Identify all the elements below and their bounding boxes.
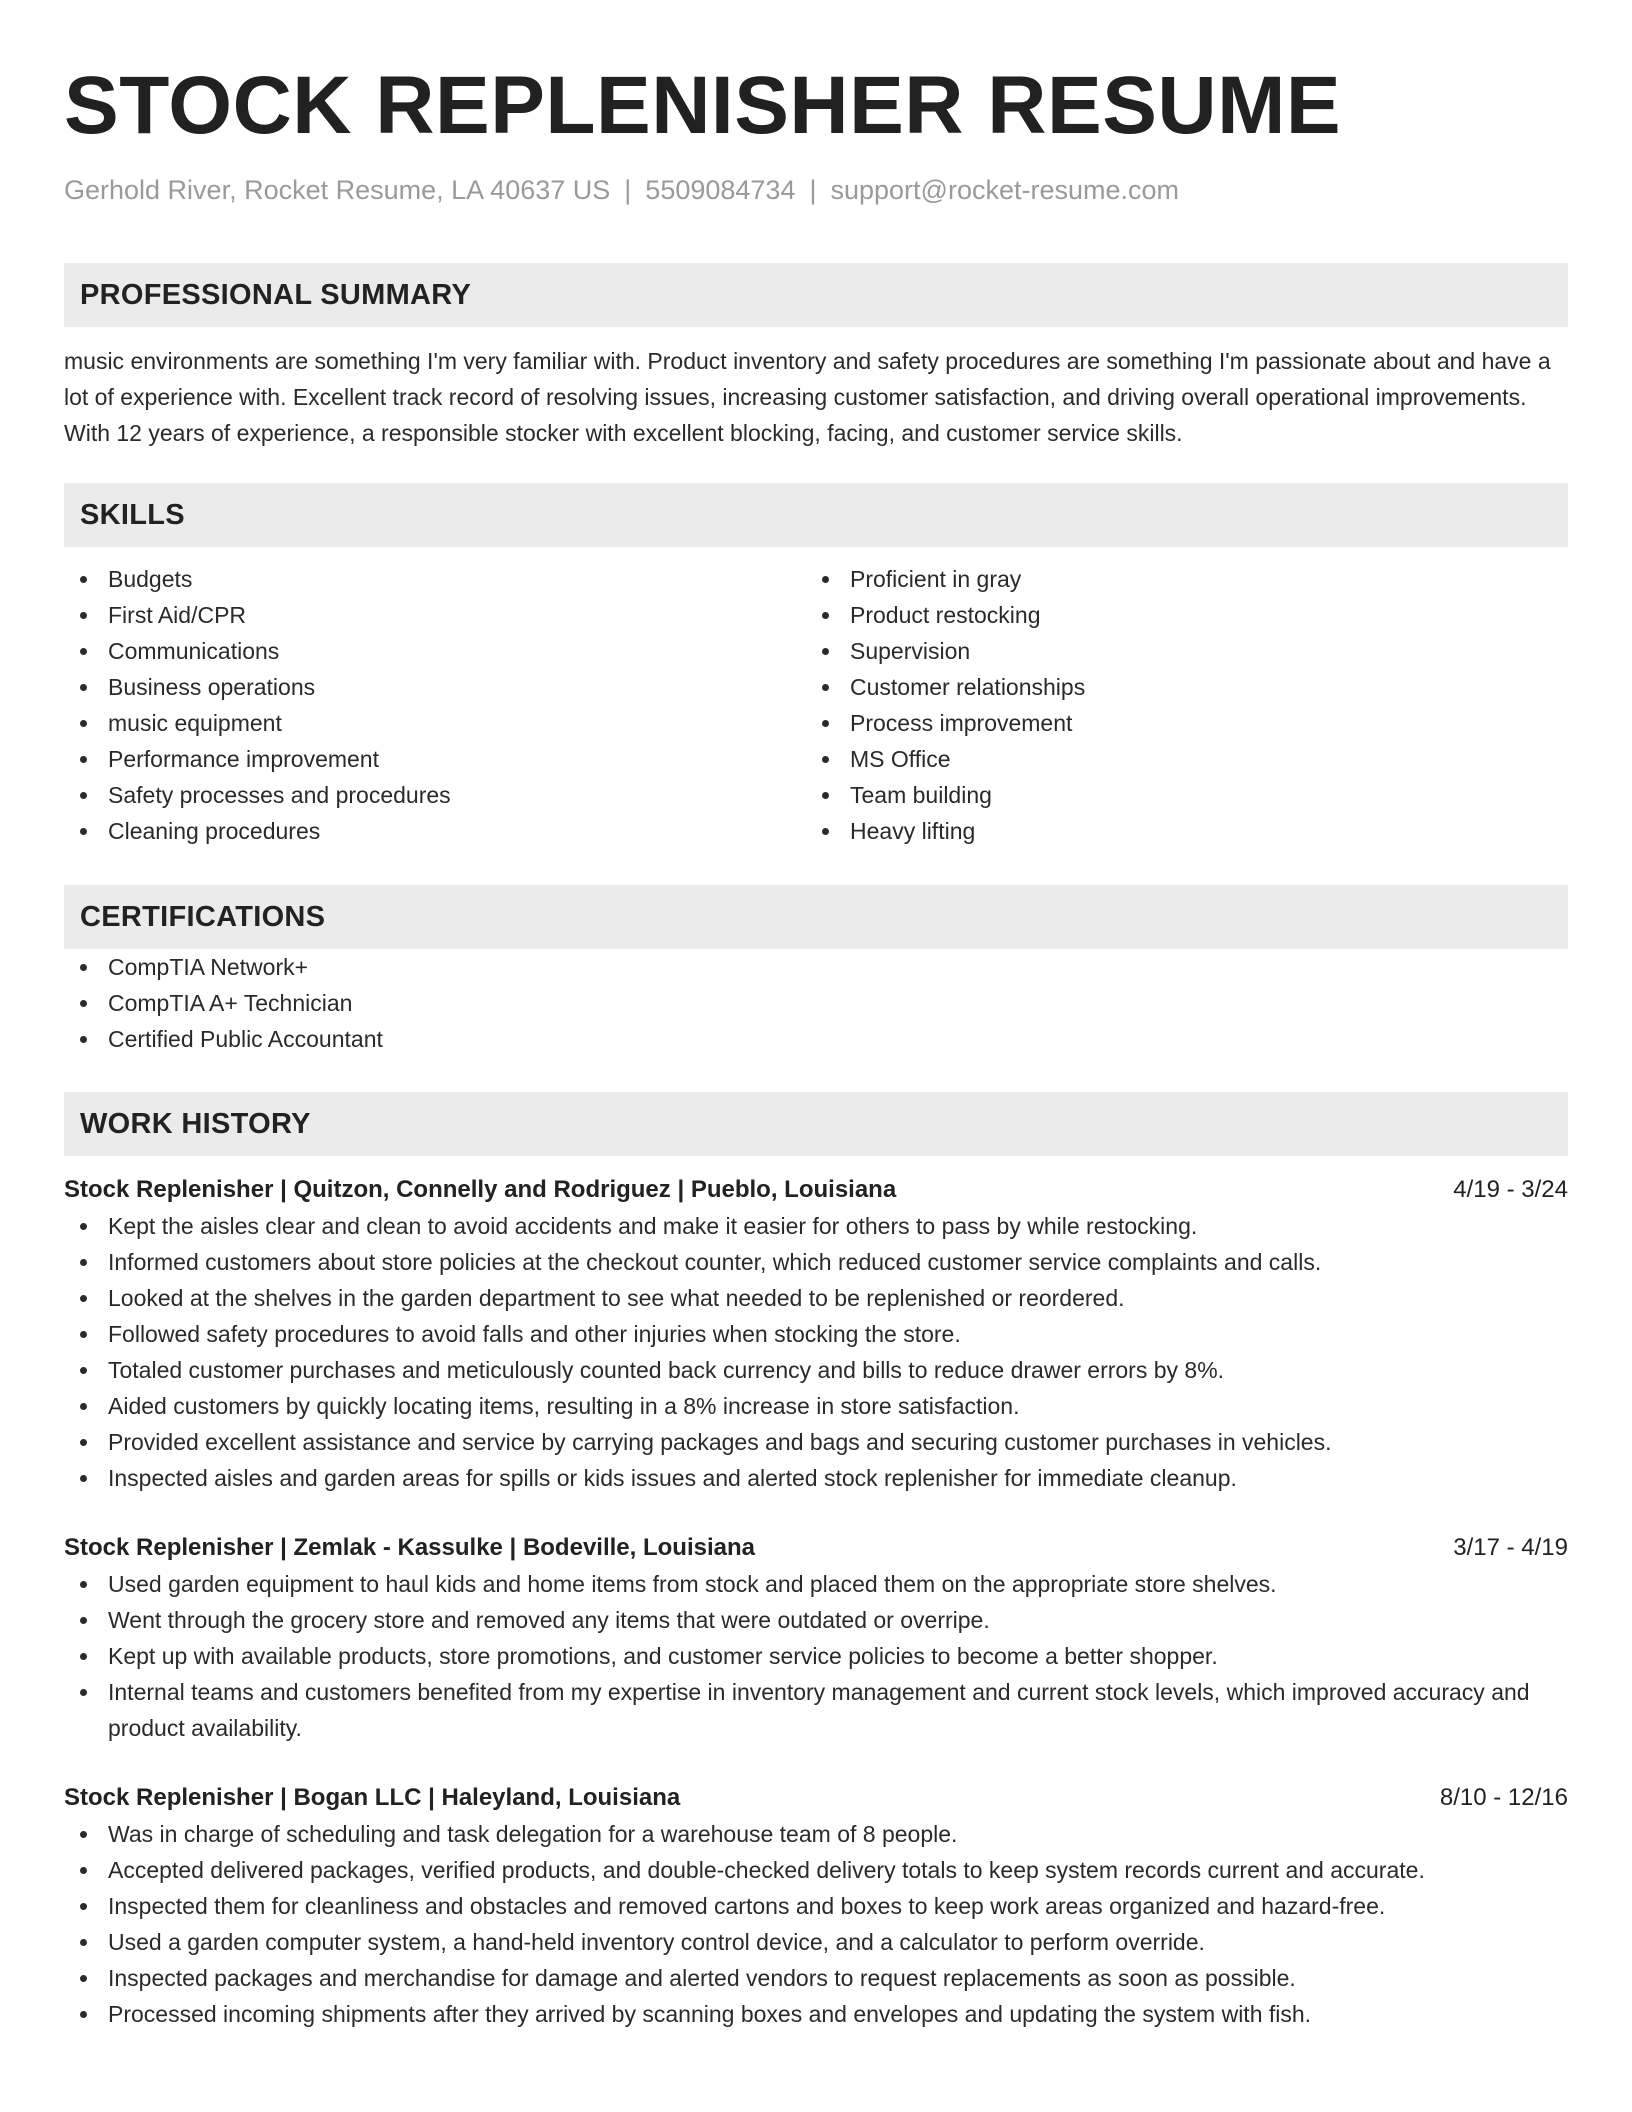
job-bullets (64, 1566, 1568, 1746)
bullet-icon (80, 720, 87, 727)
list-item (806, 597, 1548, 633)
bullet-icon (80, 1259, 87, 1266)
job-bullets (64, 1816, 1568, 2032)
bullet-icon (822, 684, 829, 691)
list-item-text: Informed customers about store policies at the checkout counter, which reduced customer service complaints and calls. (108, 1249, 1322, 1275)
list-item-text: Product restocking (850, 602, 1041, 628)
list-item (806, 633, 1548, 669)
list-item (64, 1424, 1568, 1460)
list-item-text: Internal teams and customers benefited from my expertise in inventory management and current stock levels, which improved accuracy and product availability. (108, 1679, 1530, 1741)
list-item-text: First Aid/CPR (108, 602, 247, 628)
list-item-text: music equipment (108, 710, 282, 736)
list-item-text: Cleaning procedures (108, 818, 321, 844)
list-item-text: Was in charge of scheduling and task delegation for a warehouse team of 8 people. (108, 1821, 958, 1847)
list-item-text: Proficient in gray (850, 566, 1022, 592)
skills-column-right (806, 561, 1548, 849)
job-bullets (64, 1208, 1568, 1496)
work-history-list (64, 1172, 1568, 2032)
list-item (64, 1316, 1568, 1352)
list-item (64, 1960, 1568, 1996)
list-item (64, 1674, 1568, 1746)
list-item-text: Heavy lifting (850, 818, 976, 844)
bullet-icon (80, 576, 87, 583)
list-item-text: Went through the grocery store and removed any items that were outdated or overripe. (108, 1607, 990, 1633)
job-header (64, 1530, 1568, 1566)
list-item (64, 1816, 1568, 1852)
list-item (806, 813, 1548, 849)
section-heading-work-history: WORK HISTORY (64, 1092, 1568, 1156)
list-item-text: Inspected aisles and garden areas for spills or kids issues and alerted stock replenisher for immediate cleanup. (108, 1465, 1237, 1491)
list-item-text: Certified Public Accountant (108, 1026, 383, 1052)
job-title: Stock Replenisher | Bogan LLC | Haleyland, Louisiana (64, 1784, 681, 1811)
list-item-text: Process improvement (850, 710, 1073, 736)
list-item (64, 1638, 1568, 1674)
list-item (64, 1280, 1568, 1316)
list-item (64, 1996, 1568, 2032)
list-item-text: Kept up with available products, store promotions, and customer service policies to become a better shopper. (108, 1643, 1218, 1669)
list-item (64, 1852, 1568, 1888)
list-item (64, 741, 806, 777)
list-item (64, 1208, 1568, 1244)
job-header (64, 1780, 1568, 1816)
list-item-text: Processed incoming shipments after they arrived by scanning boxes and envelopes and updating the system with fish. (108, 2001, 1312, 2027)
list-item-text: Followed safety procedures to avoid falls and other injuries when stocking the store. (108, 1321, 961, 1347)
list-item-text: MS Office (850, 746, 951, 772)
resume-title: STOCK REPLENISHER RESUME (64, 60, 1342, 151)
list-item (64, 561, 806, 597)
skills-list-right (806, 561, 1548, 849)
bullet-icon (80, 648, 87, 655)
list-item (64, 633, 806, 669)
list-item-text: Communications (108, 638, 280, 664)
list-item (64, 1460, 1568, 1496)
list-item-text: CompTIA A+ Technician (108, 990, 353, 1016)
bullet-icon (822, 756, 829, 763)
bullet-icon (80, 1403, 87, 1410)
list-item-text: Performance improvement (108, 746, 379, 772)
list-item-text: Safety processes and procedures (108, 782, 451, 808)
list-item (806, 669, 1548, 705)
job-title: Stock Replenisher | Quitzon, Connelly and Rodriguez | Pueblo, Louisiana (64, 1176, 897, 1203)
bullet-icon (80, 756, 87, 763)
contact-separator: | (624, 175, 632, 205)
list-item (806, 741, 1548, 777)
section-heading-skills: SKILLS (64, 483, 1568, 547)
list-item-text: Inspected them for cleanliness and obstacles and removed cartons and boxes to keep work areas organized and hazard-free. (108, 1893, 1386, 1919)
list-item-text: Inspected packages and merchandise for damage and alerted vendors to request replacements as soon as possible. (108, 1965, 1296, 1991)
bullet-icon (822, 648, 829, 655)
list-item-text: Looked at the shelves in the garden department to see what needed to be replenished or reordered. (108, 1285, 1125, 1311)
skills-list-left (64, 561, 806, 849)
bullet-icon (80, 1581, 87, 1588)
bullet-icon (80, 612, 87, 619)
job-header (64, 1172, 1568, 1208)
section-heading-summary: PROFESSIONAL SUMMARY (64, 263, 1568, 327)
list-item (64, 1602, 1568, 1638)
bullet-icon (80, 1475, 87, 1482)
bullet-icon (80, 1617, 87, 1624)
skills-grid (64, 561, 1568, 849)
bullet-icon (822, 828, 829, 835)
list-item-text: Used a garden computer system, a hand-held inventory control device, and a calculator to perform override. (108, 1929, 1205, 1955)
list-item (806, 561, 1548, 597)
bullet-icon (80, 1000, 87, 1007)
bullet-icon (822, 576, 829, 583)
bullet-icon (80, 1331, 87, 1338)
list-item (64, 1924, 1568, 1960)
bullet-icon (80, 1653, 87, 1660)
list-item (806, 705, 1548, 741)
bullet-icon (80, 1867, 87, 1874)
job-entry (64, 1780, 1568, 2032)
list-item (64, 1244, 1568, 1280)
bullet-icon (822, 612, 829, 619)
list-item (64, 777, 806, 813)
resume-page (64, 0, 1568, 2032)
list-item-text: Totaled customer purchases and meticulously counted back currency and bills to reduce drawer errors by 8%. (108, 1357, 1225, 1383)
contact-address: Gerhold River, Rocket Resume, LA 40637 US (64, 175, 611, 205)
bullet-icon (80, 1975, 87, 1982)
list-item (64, 1888, 1568, 1924)
list-item-text: Aided customers by quickly locating items, resulting in a 8% increase in store satisfaction. (108, 1393, 1020, 1419)
bullet-icon (80, 1903, 87, 1910)
list-item (64, 949, 1568, 985)
bullet-icon (80, 792, 87, 799)
list-item (806, 777, 1548, 813)
list-item-text: Kept the aisles clear and clean to avoid accidents and make it easier for others to pass by while restocking. (108, 1213, 1198, 1239)
contact-email: support@rocket-resume.com (830, 175, 1180, 205)
bullet-icon (80, 1939, 87, 1946)
job-dates: 4/19 - 3/24 (1453, 1176, 1568, 1203)
list-item (64, 813, 806, 849)
job-entry (64, 1172, 1568, 1496)
contact-separator: | (809, 175, 817, 205)
list-item (64, 669, 806, 705)
job-dates: 8/10 - 12/16 (1439, 1784, 1568, 1811)
job-title: Stock Replenisher | Zemlak - Kassulke | Bodeville, Louisiana (64, 1534, 755, 1561)
certifications-list (64, 949, 1568, 1057)
bullet-icon (80, 1689, 87, 1696)
list-item-text: Accepted delivered packages, verified products, and double-checked delivery totals to keep system records current and accurate. (108, 1857, 1425, 1883)
job-entry (64, 1530, 1568, 1746)
job-dates: 3/17 - 4/19 (1453, 1534, 1568, 1561)
bullet-icon (80, 1036, 87, 1043)
bullet-icon (80, 2011, 87, 2018)
bullet-icon (80, 964, 87, 971)
contact-line (64, 172, 1568, 208)
list-item-text: Supervision (850, 638, 971, 664)
list-item-text: Budgets (108, 566, 193, 592)
list-item-text: Used garden equipment to haul kids and home items from stock and placed them on the appropriate store shelves. (108, 1571, 1277, 1597)
list-item-text: Business operations (108, 674, 316, 700)
list-item-text: Customer relationships (850, 674, 1086, 700)
bullet-icon (80, 1367, 87, 1374)
bullet-icon (80, 828, 87, 835)
list-item (64, 1021, 1568, 1057)
list-item (64, 597, 806, 633)
skills-column-left (64, 561, 806, 849)
list-item-text: Provided excellent assistance and service by carrying packages and bags and securing customer purchases in vehicles. (108, 1429, 1332, 1455)
bullet-icon (80, 1223, 87, 1230)
contact-phone: 5509084734 (645, 175, 796, 205)
bullet-icon (80, 1439, 87, 1446)
list-item (64, 1566, 1568, 1602)
list-item (64, 1352, 1568, 1388)
list-item-text: CompTIA Network+ (108, 954, 309, 980)
list-item-text: Team building (850, 782, 992, 808)
list-item (64, 1388, 1568, 1424)
bullet-icon (80, 1831, 87, 1838)
bullet-icon (80, 1295, 87, 1302)
bullet-icon (822, 720, 829, 727)
bullet-icon (80, 684, 87, 691)
list-item (64, 705, 806, 741)
summary-text: music environments are something I'm very familiar with. Product inventory and safety procedures are something I'm passionate about and have a lot of experience with. Excellent track record of resolving issues, increasing customer satisfaction, and driving overall operational improvements. With 12 years of experience, a responsible stocker with excellent blocking, facing, and customer service skills. (64, 348, 1551, 446)
list-item (64, 985, 1568, 1021)
bullet-icon (822, 792, 829, 799)
section-heading-certifications: CERTIFICATIONS (64, 885, 1568, 949)
